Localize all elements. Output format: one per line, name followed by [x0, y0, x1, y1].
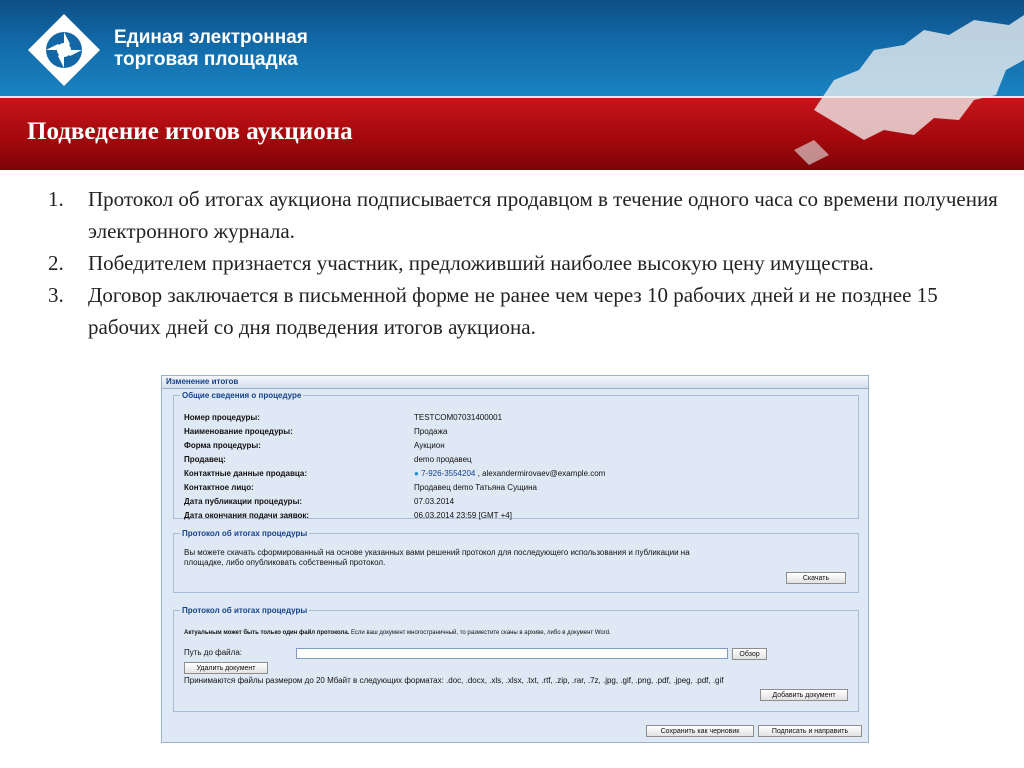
download-text-line-2: площадке, либо опубликовать собственный протокол.: [184, 558, 386, 567]
delete-document-button[interactable]: Удалить документ: [184, 662, 268, 674]
add-document-button[interactable]: Добавить документ: [760, 689, 848, 701]
general-info-legend: Общие сведения о процедуре: [182, 391, 302, 400]
phone-separator: ,: [477, 469, 480, 478]
protocol-download-fieldset: [173, 529, 859, 593]
list-item-text: Протокол об итогах аукциона подписывается продавцом в течение одного часа со времени получения электронного журнала.: [88, 187, 998, 243]
contact-value: [414, 468, 605, 480]
info-label: Дата окончания подачи заявок:: [184, 511, 310, 520]
info-label: Контактные данные продавца:: [184, 469, 307, 478]
list-item: [48, 279, 998, 343]
points-list: [48, 183, 998, 343]
slide-title: Подведение итогов аукциона: [27, 118, 353, 145]
protocol-download-legend: Протокол об итогах процедуры: [182, 529, 308, 538]
list-item-number: 3.: [48, 283, 64, 307]
accepted-formats-text: Принимаются файлы размером до 20 Мбайт в следующих форматах: .doc, .docx, .xls, .xlsx, .txt, .rtf, .zip, .rar, .7z, .jpg, .gif, .png, .pdf, .jpeg, .pdf, .gif: [184, 676, 724, 685]
info-label: Контактное лицо:: [184, 483, 254, 492]
russia-map-icon: [774, 0, 1024, 170]
list-item-number: 2.: [48, 251, 64, 275]
skype-icon: ●: [414, 469, 419, 478]
info-value: Продавец demo Татьяна Сущина: [414, 483, 537, 492]
info-row: [184, 468, 606, 480]
browse-button[interactable]: Обзор: [732, 648, 767, 660]
upload-note-bold: Актуальным может быть только один файл протокола.: [184, 630, 350, 636]
download-text-line-1: Вы можете скачать сформированный на основе указанных вами решений протокол для последующего использования и публикации на: [184, 548, 690, 557]
phone-link[interactable]: 7-926-3554204: [421, 469, 476, 478]
info-value: TESTCOM07031400001: [414, 413, 503, 422]
brand-line-1: Единая электронная: [114, 27, 308, 48]
file-path-input[interactable]: [296, 648, 728, 659]
etp-logo-icon: [26, 12, 102, 88]
info-row: [184, 412, 503, 424]
info-row: [184, 496, 455, 508]
protocol-download-text: [184, 548, 824, 568]
info-label: Наименование процедуры:: [184, 427, 293, 436]
info-label: Дата публикации процедуры:: [184, 497, 303, 506]
list-item-number: 1.: [48, 187, 64, 211]
info-value: 07.03.2014: [414, 497, 455, 506]
info-row: [184, 510, 512, 522]
info-label: Форма процедуры:: [184, 441, 261, 450]
form-window-title: Изменение итогов: [162, 376, 868, 389]
info-row: [184, 482, 537, 494]
email-value: alexandermirovaev@example.com: [482, 469, 606, 478]
sign-and-send-button[interactable]: Подписать и направить: [758, 725, 862, 737]
list-item-text: Победителем признается участник, предложивший наиболее высокую цену имущества.: [88, 251, 874, 275]
results-form-panel: [161, 375, 869, 743]
info-row: [184, 426, 448, 438]
save-draft-button[interactable]: Сохранить как черновик: [646, 725, 754, 737]
info-value: demo продавец: [414, 455, 472, 464]
info-row: [184, 440, 445, 452]
upload-note-rest: Если ваш документ многостраничный, то разместите сканы в архиве, либо в документ Word.: [351, 630, 611, 636]
info-row: [184, 454, 472, 466]
list-item: [48, 183, 998, 247]
info-label: Номер процедуры:: [184, 413, 260, 422]
info-value: Продажа: [414, 427, 448, 436]
brand-name: [114, 27, 308, 71]
info-label: Продавец:: [184, 455, 226, 464]
info-value: 06.03.2014 23:59 [GMT +4]: [414, 511, 512, 520]
general-info-fieldset: [173, 391, 859, 519]
protocol-upload-fieldset: [173, 606, 859, 712]
protocol-upload-legend: Протокол об итогах процедуры: [182, 606, 308, 615]
download-button[interactable]: Скачать: [786, 572, 846, 584]
upload-note: [184, 627, 611, 639]
info-value: Аукцион: [414, 441, 445, 450]
list-item: [48, 247, 998, 279]
list-item-text: Договор заключается в письменной форме не ранее чем через 10 рабочих дней и не позднее 15 рабочих дней со дня подведения итогов аукциона.: [88, 283, 938, 339]
brand-line-2: торговая площадка: [114, 49, 298, 70]
file-path-label: Путь до файла:: [184, 648, 242, 657]
